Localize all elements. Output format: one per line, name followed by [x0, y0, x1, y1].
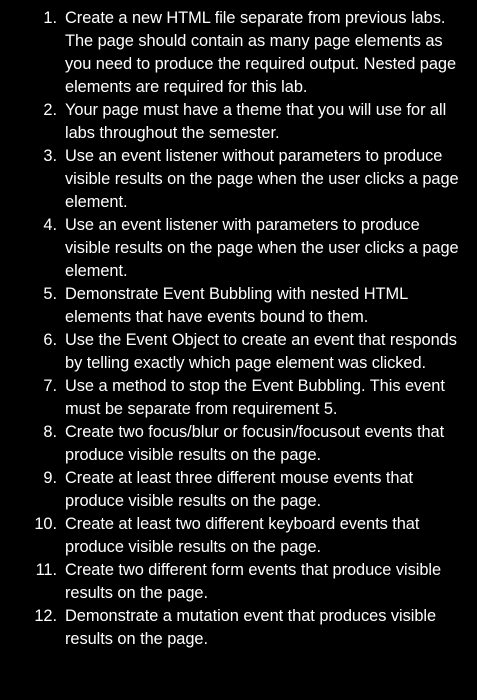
requirement-number: 10.: [34, 515, 57, 533]
requirement-item: [0, 283, 477, 329]
requirement-number: 4.: [43, 216, 57, 234]
requirement-text: Use an event listener without parameters to produce visible results on the page when the user clicks a page element.: [65, 147, 459, 211]
requirement-item: [0, 375, 477, 421]
requirement-item: [0, 605, 477, 651]
requirement-item: [0, 145, 477, 214]
requirement-text: Use the Event Object to create an event that responds by telling exactly which page element was clicked.: [65, 331, 457, 372]
requirement-text: Create at least three different mouse events that produce visible results on the page.: [65, 469, 414, 510]
requirement-text: Use an event listener with parameters to produce visible results on the page when the user clicks a page element.: [65, 216, 459, 280]
requirement-number: 3.: [43, 147, 57, 165]
requirement-text: Create two different form events that produce visible results on the page.: [65, 561, 442, 602]
requirement-number: 7.: [43, 377, 57, 395]
requirement-item: [0, 99, 477, 145]
requirement-item: [0, 329, 477, 375]
requirement-text: Create at least two different keyboard events that produce visible results on the page.: [65, 515, 420, 556]
requirement-item: [0, 513, 477, 559]
requirement-text: Create a new HTML file separate from previous labs. The page should contain as many page elements as you need to produce the required output. Nested page elements are required for this lab.: [65, 9, 457, 96]
requirements-list: [0, 7, 477, 651]
requirement-number: 6.: [43, 331, 57, 349]
requirement-item: [0, 421, 477, 467]
requirement-item: [0, 467, 477, 513]
requirement-number: 11.: [35, 561, 57, 579]
requirement-text: Use a method to stop the Event Bubbling. This event must be separate from requirement 5.: [65, 377, 445, 418]
bottom-edge: [0, 694, 477, 700]
requirement-text: Demonstrate a mutation event that produces visible results on the page.: [65, 607, 437, 648]
requirement-text: Create two focus/blur or focusin/focusout events that produce visible results on the page.: [65, 423, 445, 464]
requirement-text: Your page must have a theme that you will use for all labs throughout the semester.: [65, 101, 447, 142]
requirement-number: 2.: [43, 101, 57, 119]
requirement-number: 1.: [43, 9, 57, 27]
requirement-number: 12.: [34, 607, 57, 625]
requirement-item: [0, 214, 477, 283]
requirement-number: 5.: [43, 285, 57, 303]
requirement-number: 9.: [43, 469, 57, 487]
requirement-number: 8.: [43, 423, 57, 441]
requirement-text: Demonstrate Event Bubbling with nested HTML elements that have events bound to them.: [65, 285, 408, 326]
requirement-item: [0, 559, 477, 605]
requirement-item: [0, 7, 477, 99]
